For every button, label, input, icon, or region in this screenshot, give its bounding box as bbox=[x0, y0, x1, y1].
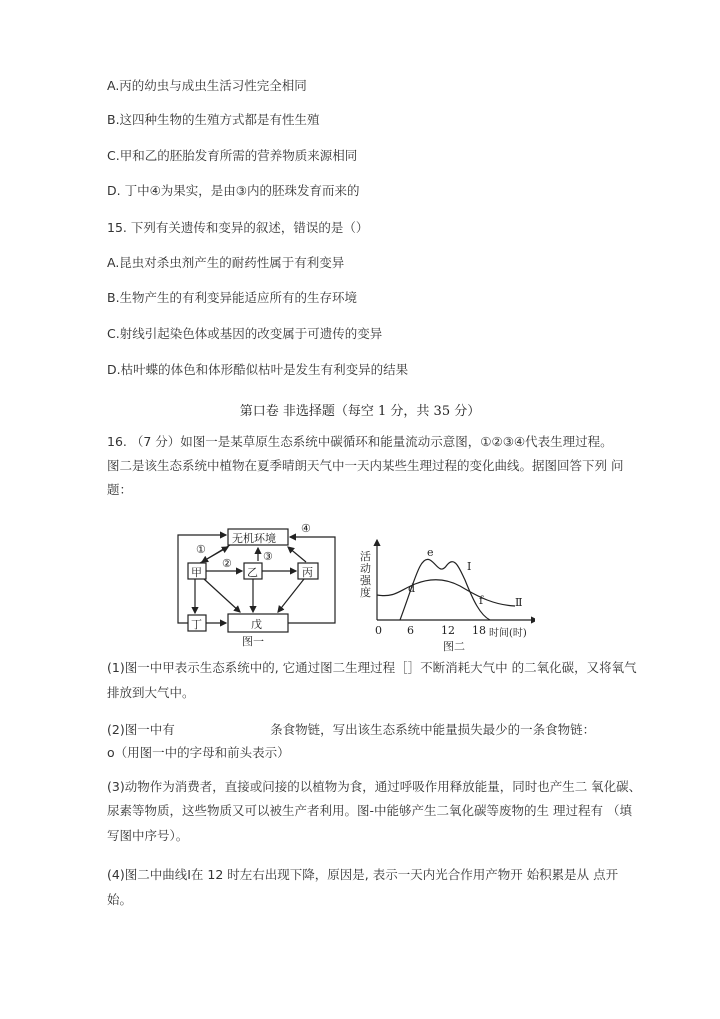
q15-option-b: B.生物产生的有利变异能适应所有的生存环境 bbox=[107, 290, 358, 305]
point-d: d bbox=[408, 582, 416, 595]
node-yi: 乙 bbox=[247, 566, 258, 579]
xtick: 18 bbox=[472, 624, 486, 637]
sub3-line: 写图中序号）。 bbox=[107, 828, 189, 843]
curve-label-II: Ⅱ bbox=[515, 596, 523, 609]
q14-option-b: B.这四种生物的生殖方式都是有性生殖 bbox=[107, 112, 320, 127]
sub1-line: (1)图一中甲表示生态系统中的, 它通过图二生理过程［］不断消耗大气中 的二氧化碳，又将氧气 bbox=[107, 660, 637, 675]
q14-option-d: D. 丁中④为果实，是由③内的胚珠发育而来的 bbox=[107, 183, 360, 198]
sub2-line: (2)图一中有 条食物链，写出该生态系统中能量损失最少的一条食物链： bbox=[107, 722, 596, 737]
ylabel-char: 活 bbox=[360, 550, 371, 563]
point-f: f bbox=[479, 594, 484, 607]
q16-stem-line: 图二是该生态系统中植物在夏季晴朗天气中一天内某些生理过程的变化曲线。据图回答下列 问 bbox=[107, 458, 624, 473]
q14-option-c: C.甲和乙的胚胎发育所需的营养物质来源相同 bbox=[107, 148, 358, 163]
xtick: 0 bbox=[375, 624, 382, 637]
label-2: ② bbox=[222, 557, 232, 570]
curve-label-I: I bbox=[467, 560, 472, 573]
node-bing: 丙 bbox=[302, 566, 313, 579]
q15-option-d: D.枯叶蝶的体色和体形酷似枯叶是发生有利变异的结果 bbox=[107, 362, 409, 377]
node-env: 无机环境 bbox=[232, 532, 276, 545]
figure-1-carbon-cycle-diagram bbox=[170, 515, 350, 655]
q15-option-c: C.射线引起染色体或基因的改变属于可遗传的变异 bbox=[107, 326, 383, 341]
sub3-line: 尿素等物质，这些物质又可以被生产者利用。图-中能够产生二氧化碳等废物的生 理过程有 （填 bbox=[107, 803, 632, 818]
label-1: ① bbox=[196, 543, 206, 556]
figure-1-caption: 图一 bbox=[242, 635, 264, 648]
section-title: 第口卷 非选择题（每空 1 分，共 35 分） bbox=[239, 404, 481, 419]
ylabel-char: 强 bbox=[360, 574, 371, 587]
node-wu: 戊 bbox=[251, 618, 262, 631]
node-ding: 丁 bbox=[191, 618, 202, 631]
sub4-line: 始。 bbox=[107, 892, 133, 907]
q16-stem-line: 题： bbox=[107, 482, 133, 497]
node-jia: 甲 bbox=[191, 566, 202, 579]
xtick: 6 bbox=[407, 624, 414, 637]
q15-option-a: A.昆虫对杀虫剂产生的耐药性属于有利变异 bbox=[107, 255, 345, 270]
label-3: ③ bbox=[263, 550, 273, 563]
sub4-line: (4)图二中曲线I在 12 时左右出现下降，原因是, 表示一天内光合作用产物开 始积累是从 点开 bbox=[107, 867, 619, 882]
xtick: 12 bbox=[441, 624, 455, 637]
q16-stem-line: 16. （7 分）如图一是某草原生态系统中碳循环和能量流动示意图，①②③④代表生理过程。 bbox=[107, 434, 613, 449]
label-4: ④ bbox=[301, 522, 311, 535]
sub3-line: (3)动物作为消费者，直接或问接的以植物为食，通过呼吸作用释放能量，同时也产生二 氧化碳、 bbox=[107, 779, 642, 794]
figure-2-activity-curve bbox=[355, 520, 535, 660]
sub2-line: o（用图一中的字母和前头表示） bbox=[107, 745, 290, 760]
q15-stem: 15. 下列有关遗传和变异的叙述，错误的是（） bbox=[107, 220, 369, 235]
point-e: e bbox=[427, 546, 434, 559]
ylabel-char: 度 bbox=[360, 586, 371, 599]
xlabel: 时间(时) bbox=[489, 628, 527, 639]
q14-option-a: A.丙的幼虫与成虫生活习性完全相同 bbox=[107, 78, 307, 93]
figure-2-caption: 图二 bbox=[443, 640, 465, 653]
ylabel-char: 动 bbox=[360, 562, 371, 575]
curve-II bbox=[377, 580, 515, 606]
sub1-line: 排放到大气中。 bbox=[107, 685, 195, 700]
